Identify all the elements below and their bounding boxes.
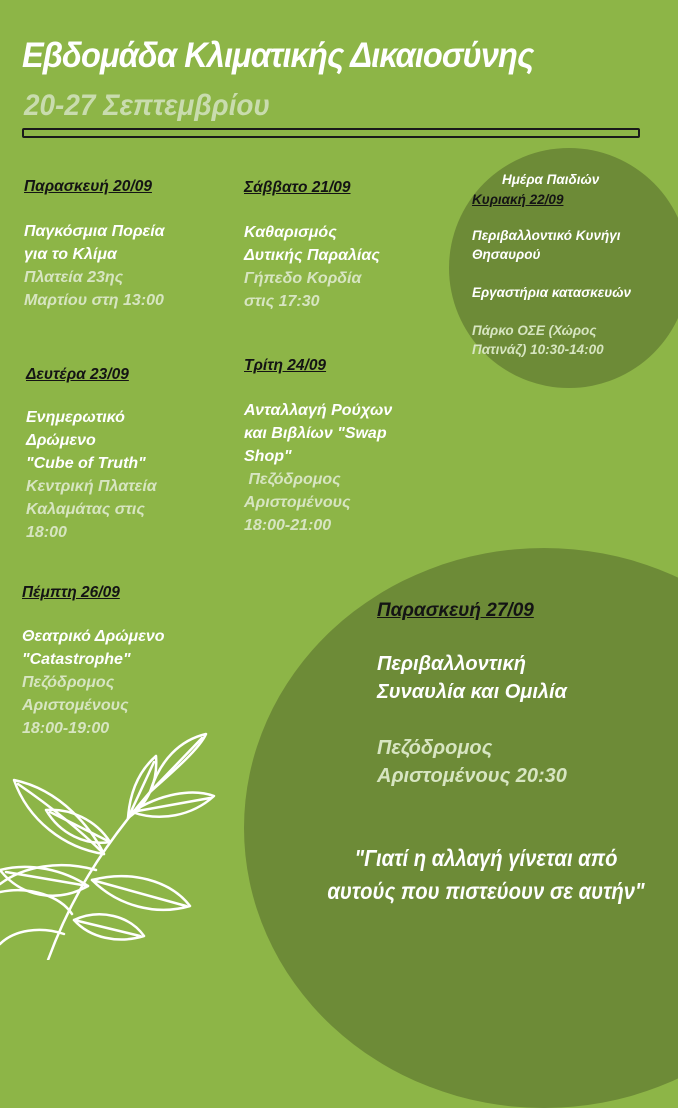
event-title-line: Εργαστήρια κατασκευών (472, 285, 632, 300)
event-location-line: Κεντρική Πλατεία (26, 478, 157, 495)
event-location-line: Μαρτίου στη 13:00 (24, 292, 164, 309)
event-title-line: Θεατρικό Δρώμενο (22, 628, 165, 645)
event-location-line: 18:00 (26, 524, 67, 541)
event-location-line: Αριστομένους (244, 494, 351, 511)
event-day: Παρασκευή 20/09 (24, 178, 152, 195)
event-location-line: Πάρκο ΟΣΕ (Χώρος (472, 323, 597, 338)
event-title-line: Δυτικής Παραλίας (244, 247, 380, 264)
event-title-line: για το Κλίμα (24, 246, 117, 263)
event-title-line: Συναυλία και Ομιλία (377, 681, 567, 703)
event-title-line: Περιβαλλοντικό Κυνήγι (472, 228, 621, 243)
event-location-line: Πεζόδρομος (244, 471, 341, 488)
event-title-line: "Catastrophe" (22, 651, 131, 668)
event-title-line: Shop" (244, 448, 292, 465)
quote-line: αυτούς που πιστεύουν σε αυτήν" (327, 878, 645, 904)
event-title-line: "Cube of Truth" (26, 455, 146, 472)
event-title-line: Δρώμενο (26, 432, 96, 449)
event-day: Πέμπτη 26/09 (22, 584, 120, 601)
event-fri20 (24, 178, 165, 312)
event-location-line: Πλατεία 23ης (24, 269, 124, 286)
event-title-line: Ενημερωτικό (26, 409, 125, 426)
event-day: Κυριακή 22/09 (472, 192, 564, 207)
event-day: Σάββατο 21/09 (244, 179, 351, 196)
event-title-line: Περιβαλλοντική (377, 653, 526, 675)
event-location-line: Αριστομένους 20:30 (377, 765, 567, 787)
event-title-line: και Βιβλίων "Swap (244, 425, 387, 442)
event-title-line: Θησαυρού (472, 247, 541, 262)
event-sat21 (244, 179, 380, 313)
poster-dates: 20-27 Σεπτεμβρίου (24, 89, 270, 122)
event-fri27 (377, 600, 567, 790)
event-sun22 (472, 192, 631, 359)
leaf-vein (150, 738, 202, 792)
event-title-line: Καθαρισμός (244, 224, 337, 241)
event-title-line: Παγκόσμια Πορεία (24, 223, 165, 240)
event-location-line: 18:00-19:00 (22, 720, 110, 737)
quote-line: "Γιατί η αλλαγή γίνεται από (354, 845, 618, 871)
event-location-line: Γήπεδο Κορδία (244, 270, 362, 287)
event-location-line: Πεζόδρομος (22, 674, 115, 691)
kids-day-heading: Ημέρα Παιδιών (502, 172, 600, 187)
closing-quote (319, 842, 653, 908)
event-location-line: Πεζόδρομος (377, 737, 493, 759)
event-title-line: Ανταλλαγή Ρούχων (244, 402, 393, 419)
event-day: Δευτέρα 23/09 (26, 366, 129, 383)
event-mon23 (26, 366, 157, 544)
title-divider (22, 128, 640, 138)
poster-title: Εβδομάδα Κλιματικής Δικαιοσύνης (22, 36, 534, 75)
event-day: Παρασκευή 27/09 (377, 600, 534, 621)
event-location-line: Αριστομένους (22, 697, 129, 714)
event-location-line: Καλαμάτας στις (26, 501, 145, 518)
event-tue24 (244, 357, 392, 537)
event-location-line: 18:00-21:00 (244, 517, 332, 534)
leaf-vein (18, 784, 104, 854)
event-location-line: στις 17:30 (244, 293, 320, 310)
leaf-plant-illustration (0, 730, 240, 960)
event-location-line: Πατινάζ) 10:30-14:00 (472, 342, 604, 357)
event-day: Τρίτη 24/09 (244, 357, 327, 374)
event-thu26 (22, 584, 165, 740)
